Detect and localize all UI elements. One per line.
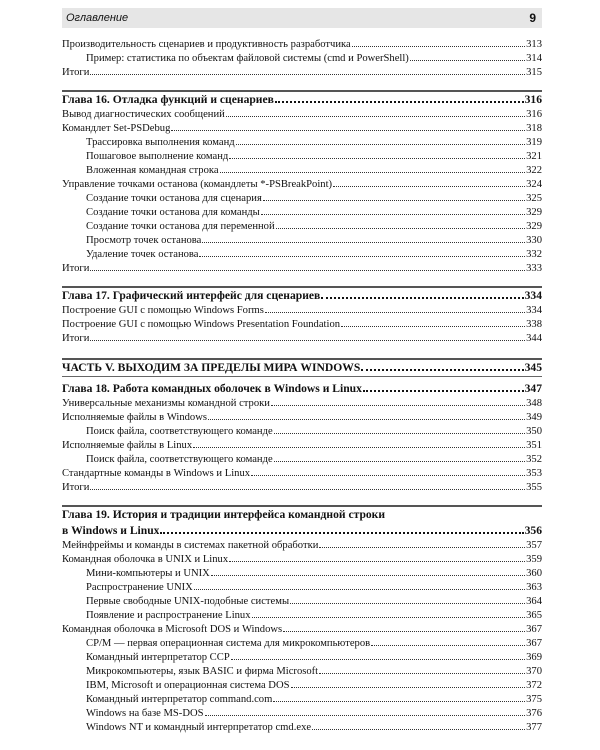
toc-entry — [62, 206, 542, 220]
toc-entry — [62, 52, 542, 66]
leader-dots — [229, 158, 525, 159]
leader-dots — [220, 172, 526, 173]
toc-entry-page: 364 — [526, 596, 542, 607]
toc-entry-page: 348 — [526, 398, 542, 409]
toc-entry-title: в Windows и Linux — [62, 524, 160, 537]
leader-dots — [265, 312, 525, 313]
table-of-contents — [62, 38, 542, 735]
toc-entry — [62, 665, 542, 679]
leader-dots — [202, 242, 525, 243]
leader-dots — [199, 256, 525, 257]
toc-entry-page: 334 — [524, 289, 542, 302]
toc-entry-page: 325 — [526, 193, 542, 204]
leader-dots — [226, 116, 525, 117]
toc-entry — [62, 108, 542, 122]
toc-entry-page: 338 — [526, 319, 542, 330]
toc-entry-title: Мейнфреймы и команды в системах пакетной обработки — [62, 540, 319, 551]
leader-dots — [312, 729, 525, 730]
leader-dots — [90, 489, 525, 490]
leader-dots — [271, 405, 525, 406]
toc-entry-title: Глава 17. Графический интерфейс для сценариев — [62, 289, 321, 302]
toc-entry — [62, 220, 542, 234]
toc-entry-page: 365 — [526, 610, 542, 621]
leader-dots — [361, 369, 523, 371]
toc-entry-page: 315 — [526, 67, 542, 78]
part-5-heading — [62, 360, 542, 376]
leader-dots — [290, 603, 525, 604]
toc-entry — [62, 481, 542, 495]
toc-entry-page: 376 — [526, 708, 542, 719]
leader-dots — [274, 461, 525, 462]
toc-entry-page: 357 — [526, 540, 542, 551]
leader-dots — [236, 144, 525, 145]
leader-dots — [371, 645, 525, 646]
leader-dots — [171, 130, 525, 131]
toc-entry-title: Итоги — [62, 67, 90, 78]
leader-dots — [194, 589, 525, 590]
toc-entry-title: Стандартные команды в Windows и Linux — [62, 468, 251, 479]
toc-entry-title: ЧАСТЬ V. ВЫХОДИМ ЗА ПРЕДЕЛЫ МИРА WINDOWS — [62, 361, 361, 374]
toc-entry-title: Итоги — [62, 333, 90, 344]
toc-entry-page: 363 — [526, 582, 542, 593]
leader-dots — [90, 270, 525, 271]
toc-entry-title: Итоги — [62, 482, 90, 493]
toc-entry-title: Поиск файла, соответствующего команде — [86, 454, 273, 465]
toc-entry-title: Вывод диагностических сообщений — [62, 109, 225, 120]
toc-entry-page: 344 — [526, 333, 542, 344]
leader-dots — [283, 631, 525, 632]
toc-entry — [62, 623, 542, 637]
toc-entry — [62, 192, 542, 206]
toc-entry-title: Универсальные механизмы командной строки — [62, 398, 270, 409]
toc-entry-title: Производительность сценариев и продуктивность разработчика — [62, 39, 351, 50]
chapter-19-entries — [62, 539, 542, 735]
toc-entry-title: Создание точки останова для сценария — [86, 193, 262, 204]
toc-entry-title: Трассировка выполнения команд — [86, 137, 235, 148]
toc-entry — [62, 693, 542, 707]
toc-entry — [62, 425, 542, 439]
toc-entry-title: Построение GUI с помощью Windows Presentation Foundation — [62, 319, 341, 330]
toc-entry-page: 329 — [526, 221, 542, 232]
leader-dots — [208, 419, 525, 420]
leader-dots — [321, 297, 523, 299]
chapter-19-heading-line1: Глава 19. История и традиции интерфейса командной строки — [62, 508, 386, 521]
toc-entry-title: Итоги — [62, 263, 90, 274]
toc-entry-title: CP/M — первая операционная система для микрокомпьютеров — [86, 638, 371, 649]
toc-entry-page: 356 — [524, 524, 542, 537]
toc-entry-page: 332 — [526, 249, 542, 260]
toc-entry-title: Появление и распространение Linux — [86, 610, 251, 621]
toc-entry-page: 355 — [526, 482, 542, 493]
leader-dots — [229, 561, 525, 562]
toc-entry — [62, 164, 542, 178]
toc-entry-page: 316 — [526, 109, 542, 120]
leader-dots — [211, 575, 525, 576]
leader-dots — [90, 340, 525, 341]
toc-entry-page: 351 — [526, 440, 542, 451]
leader-dots — [363, 390, 524, 392]
toc-entry-page: 321 — [526, 151, 542, 162]
toc-entry — [62, 136, 542, 150]
toc-entry — [62, 581, 542, 595]
toc-entry — [62, 304, 542, 318]
toc-entry — [62, 178, 542, 192]
running-header-title: Оглавление — [66, 12, 129, 24]
toc-entry — [62, 609, 542, 623]
leader-dots — [341, 326, 525, 327]
leader-dots — [193, 447, 525, 448]
toc-entry-page: 370 — [526, 666, 542, 677]
toc-entry — [62, 567, 542, 581]
toc-entry-title: Удаление точек останова — [86, 249, 199, 260]
toc-entry — [62, 150, 542, 164]
leader-dots — [90, 74, 525, 75]
toc-entry-page: 360 — [526, 568, 542, 579]
toc-entry-page: 316 — [524, 93, 542, 106]
toc-entry-title: Мини-компьютеры и UNIX — [86, 568, 210, 579]
toc-entry-page: 318 — [526, 123, 542, 134]
toc-entry-title: Просмотр точек останова — [86, 235, 202, 246]
toc-entry-page: 350 — [526, 426, 542, 437]
toc-entry-page: 367 — [526, 638, 542, 649]
toc-entry-title: Создание точки останова для команды — [86, 207, 260, 218]
leader-dots — [333, 186, 525, 187]
chapter-16-heading — [62, 92, 542, 108]
chapter-16-entries — [62, 108, 542, 276]
toc-entry-page: 345 — [524, 361, 542, 374]
toc-entry-page: 369 — [526, 652, 542, 663]
leader-dots — [251, 475, 525, 476]
leader-dots — [263, 200, 525, 201]
toc-entry — [62, 397, 542, 411]
toc-entry-title: Управление точками останова (командлеты *-PSBreakPoint) — [62, 179, 333, 190]
toc-entry-page: 333 — [526, 263, 542, 274]
leader-dots — [261, 214, 525, 215]
leader-dots — [273, 701, 525, 702]
toc-entry-page: 367 — [526, 624, 542, 635]
toc-entry-title: Распространение UNIX — [86, 582, 193, 593]
toc-entry-title: Глава 18. Работа командных оболочек в Windows и Linux — [62, 382, 362, 395]
toc-entry — [62, 248, 542, 262]
toc-entry — [62, 721, 542, 735]
toc-entry-title: Командный интерпретатор CCP — [86, 652, 230, 663]
chapter-17-entries — [62, 304, 542, 346]
toc-entry-page: 313 — [526, 39, 542, 50]
toc-entry-page: 359 — [526, 554, 542, 565]
toc-section-top — [62, 38, 542, 80]
chapter-18-entries — [62, 397, 542, 495]
running-header — [62, 8, 542, 28]
toc-entry — [62, 539, 542, 553]
toc-entry — [62, 595, 542, 609]
toc-entry-title: Первые свободные UNIX-подобные системы — [86, 596, 290, 607]
toc-entry-page: 319 — [526, 137, 542, 148]
toc-entry — [62, 122, 542, 136]
toc-entry — [62, 332, 542, 346]
toc-entry — [62, 262, 542, 276]
leader-dots — [352, 46, 525, 47]
leader-dots — [160, 532, 523, 534]
toc-entry-page: 322 — [526, 165, 542, 176]
toc-entry-page: 353 — [526, 468, 542, 479]
toc-entry — [62, 707, 542, 721]
toc-entry-page: 352 — [526, 454, 542, 465]
toc-entry-title: Пошаговое выполнение команд — [86, 151, 229, 162]
toc-entry-title: Поиск файла, соответствующего команде — [86, 426, 273, 437]
toc-entry-title: Исполняемые файлы в Windows — [62, 412, 208, 423]
toc-entry-page: 372 — [526, 680, 542, 691]
toc-entry-title: Командный интерпретатор command.com — [86, 694, 273, 705]
toc-entry-title: Создание точки останова для переменной — [86, 221, 275, 232]
toc-entry-page: 347 — [524, 382, 542, 395]
toc-entry — [62, 234, 542, 248]
toc-entry — [62, 679, 542, 693]
chapter-17-heading — [62, 288, 542, 304]
leader-dots — [276, 228, 525, 229]
toc-entry-title: Командная оболочка в UNIX и Linux — [62, 554, 229, 565]
toc-entry-title: Командная оболочка в Microsoft DOS и Windows — [62, 624, 283, 635]
toc-entry-page: 324 — [526, 179, 542, 190]
leader-dots — [274, 433, 525, 434]
toc-entry-page: 329 — [526, 207, 542, 218]
toc-entry — [62, 467, 542, 481]
toc-entry-title: Микрокомпьютеры, язык BASIC и фирма Microsoft — [86, 666, 319, 677]
toc-entry — [62, 66, 542, 80]
toc-entry — [62, 439, 542, 453]
chapter-19-heading — [62, 523, 542, 539]
leader-dots — [205, 715, 526, 716]
toc-entry-title: Командлет Set-PSDebug — [62, 123, 171, 134]
leader-dots — [319, 673, 525, 674]
toc-entry — [62, 651, 542, 665]
toc-entry — [62, 637, 542, 651]
toc-entry-title: Пример: статистика по объектам файловой системы (cmd и PowerShell) — [86, 53, 409, 64]
toc-entry-page: 330 — [526, 235, 542, 246]
leader-dots — [275, 101, 524, 103]
toc-entry-title: Windows NT и командный интерпретатор cmd.exe — [86, 722, 312, 733]
toc-entry-title: Построение GUI с помощью Windows Forms — [62, 305, 264, 316]
leader-dots — [231, 659, 525, 660]
toc-entry — [62, 411, 542, 425]
leader-dots — [291, 687, 526, 688]
toc-entry — [62, 318, 542, 332]
leader-dots — [410, 60, 525, 61]
toc-entry-title: Windows на базе MS-DOS — [86, 708, 204, 719]
toc-entry — [62, 38, 542, 52]
toc-entry-title: IBM, Microsoft и операционная система DOS — [86, 680, 290, 691]
leader-dots — [252, 617, 526, 618]
toc-entry-page: 377 — [526, 722, 542, 733]
leader-dots — [319, 547, 525, 548]
page-number: 9 — [529, 11, 536, 25]
toc-entry-title: Исполняемые файлы в Linux — [62, 440, 193, 451]
toc-entry-page: 349 — [526, 412, 542, 423]
toc-entry-page: 314 — [526, 53, 542, 64]
chapter-18-heading — [62, 381, 542, 397]
toc-entry-page: 334 — [526, 305, 542, 316]
toc-entry-title: Вложенная командная строка — [86, 165, 219, 176]
toc-entry — [62, 453, 542, 467]
toc-entry-page: 375 — [526, 694, 542, 705]
toc-entry — [62, 553, 542, 567]
toc-entry-title: Глава 16. Отладка функций и сценариев — [62, 93, 274, 106]
